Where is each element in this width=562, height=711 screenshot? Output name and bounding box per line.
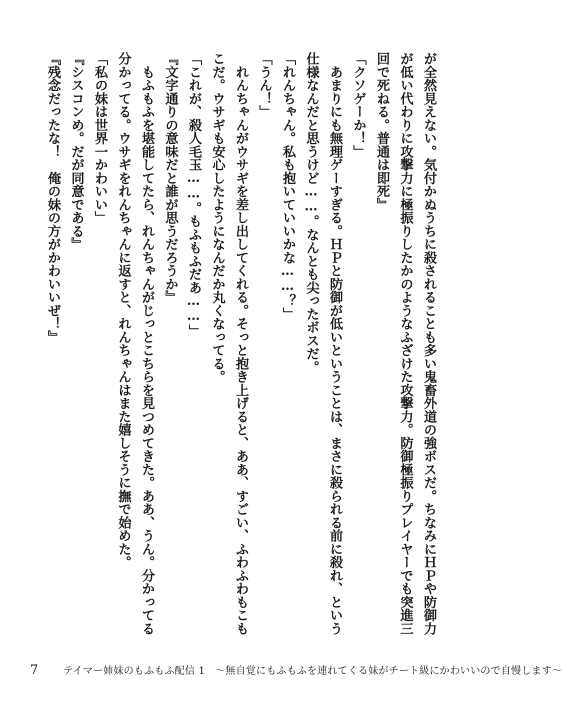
running-title: テイマー姉妹のもふもふ配信 1 ～無自覚にもふもふを連れてくる妹がチート級にかわいいので自慢します～ [63, 666, 562, 677]
text-line: 『文字通りの意味だと誰が思うだろうか』 [162, 52, 178, 304]
text-line: 『残念だったな！ 俺の妹の方がかわいいぜ！』 [45, 52, 60, 344]
text-line: あまりにも無理ゲーすぎる。ＨＰと防御が低いということは、まさに殺られる前に殺れ、という [327, 52, 342, 635]
text-line: 「うん！」 [256, 52, 272, 119]
text-line: もふもふを堪能してたら、れんちゃんがじっとこちらを見つめてきた。ああ、うん。分かってる [139, 52, 154, 635]
text-line: 『シスコンめ。だが同意である』 [68, 52, 84, 251]
text-line: 「クソゲーか！」 [350, 52, 366, 158]
body-text [40, 52, 440, 642]
text-line: 「れんちゃん。私も抱いていいかな……？」 [280, 52, 295, 321]
text-line: 回で死ねる。普通は即死』 [374, 52, 389, 211]
page-number: 7 [30, 663, 39, 678]
text-line: が全然見えない。気付かぬうちに殺されることも多い鬼畜外道の強ボスだ。ちなみにＨＰや防御力 [421, 52, 436, 635]
text-line: こだ。ウサギも安心したようになんだか丸くなってる。 [209, 52, 225, 384]
text-line: 分かってる。ウサギをれんちゃんに返すと、れんちゃんはまた嬉しそうに撫で始めた。 [115, 52, 131, 569]
page-footer [30, 663, 562, 679]
text-line: れんちゃんがウサギを差し出してくれる。そっと抱き上げると、ああ、すごい、ふわふわもこも [233, 52, 248, 635]
text-line: が低い代わりに攻撃力に極振りしたかのようなふざけた攻撃力。防御極振りプレイヤーでも突進三 [397, 52, 413, 635]
text-line: 「これが、殺人毛玉……。もふもふだあ……」 [186, 52, 201, 338]
text-line: 「私の妹は世界一かわいい」 [92, 52, 107, 225]
text-line: 仕様なんだと思うけど……。なんとも尖ったボスだ。 [303, 52, 319, 374]
